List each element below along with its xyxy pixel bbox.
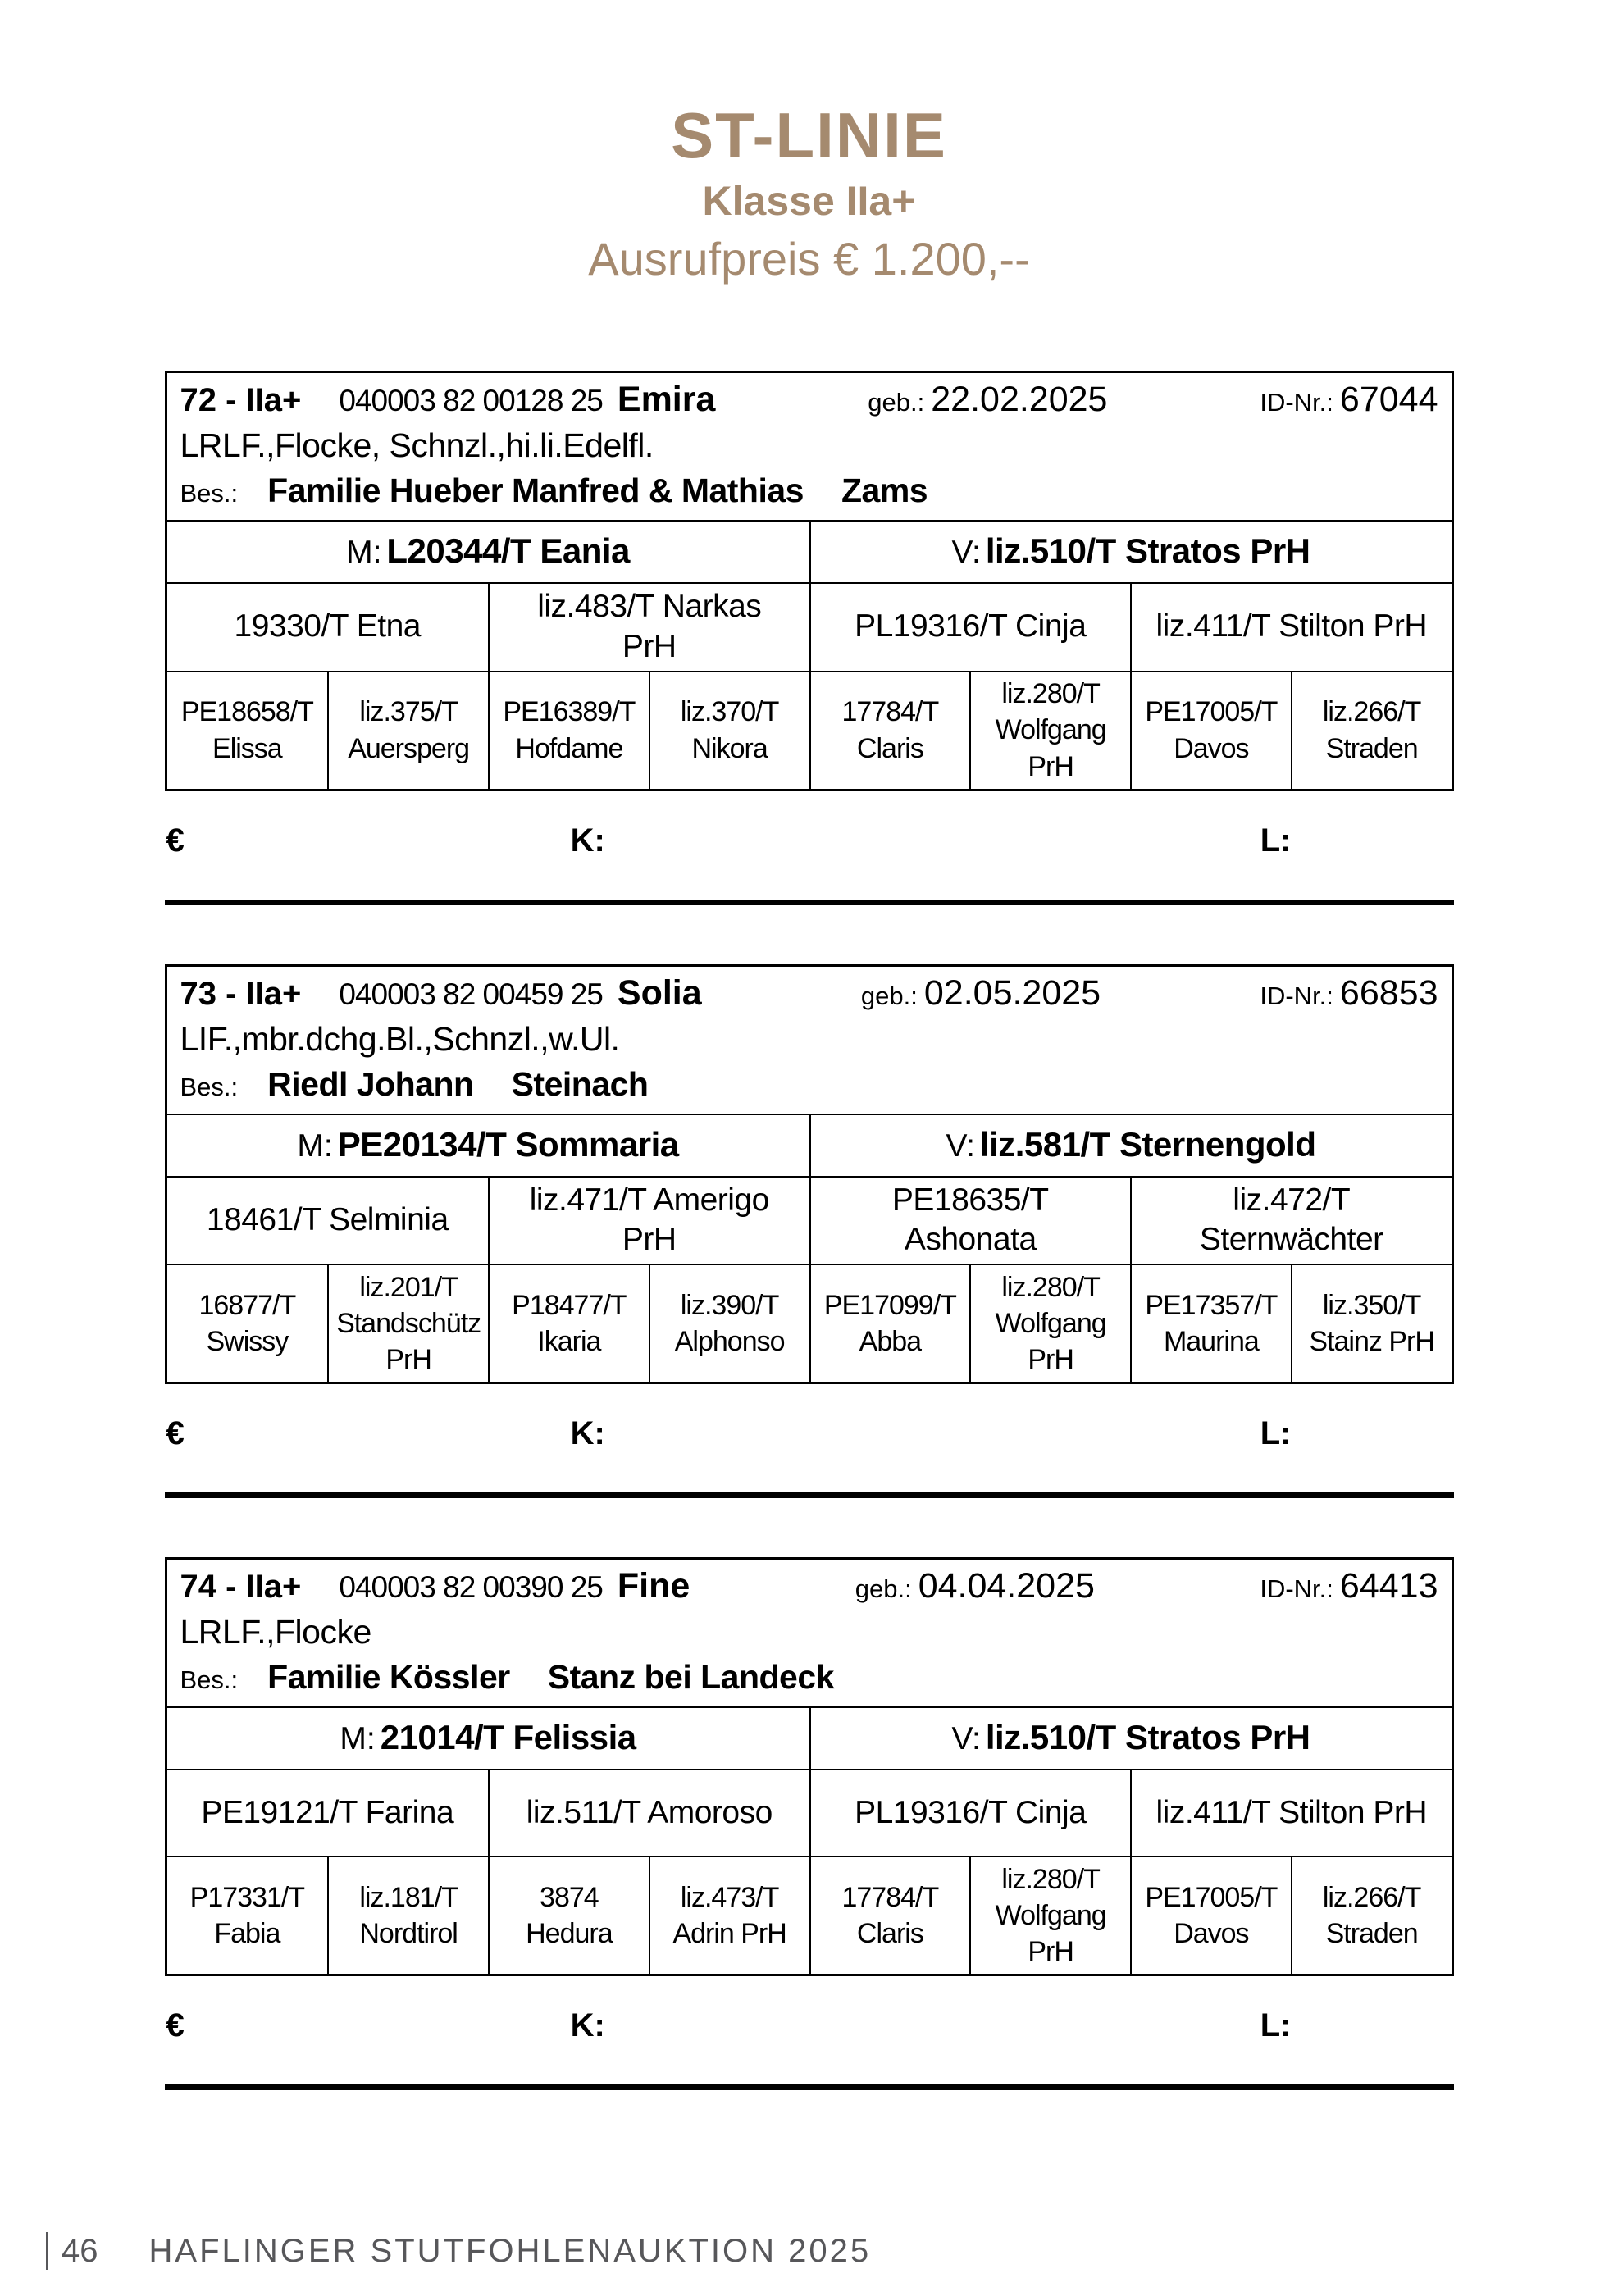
- lot-block-74: [165, 1557, 1454, 2090]
- id-label: ID-Nr.:: [1260, 388, 1333, 417]
- father-name: liz.581/T Sternengold: [979, 1124, 1316, 1164]
- horse-name: Fine: [617, 1566, 690, 1606]
- great-grandparent-cell: PE17099/T Abba: [809, 1265, 970, 1382]
- grandparent-cell: liz.511/T Amoroso: [488, 1770, 809, 1856]
- grandparents-row: [167, 582, 1452, 671]
- mother-name: L20344/T Eania: [386, 531, 630, 570]
- owner-location: Zams: [841, 472, 928, 509]
- parents-row: [167, 520, 1452, 582]
- owner-name: Familie Kössler: [267, 1658, 510, 1696]
- great-grandparent-cell: liz.280/T Wolfgang PrH: [969, 1857, 1130, 1974]
- euro-symbol: €: [166, 2007, 185, 2043]
- grandparent-cell: liz.471/T Amerigo PrH: [488, 1178, 809, 1264]
- owner-label: Bes.:: [180, 1665, 239, 1694]
- mother-label: M:: [340, 1721, 376, 1756]
- l-label: L:: [1260, 1415, 1292, 1451]
- father-label: V:: [946, 1128, 975, 1164]
- mother-cell: [167, 1115, 809, 1176]
- father-cell: [809, 522, 1452, 582]
- father-name: liz.510/T Stratos PrH: [985, 531, 1310, 570]
- great-grandparent-cell: liz.181/T Nordtirol: [327, 1857, 488, 1974]
- info-line-1: [180, 1566, 1438, 1606]
- k-label: K:: [570, 2007, 605, 2043]
- page-subtitle: Klasse IIa+: [702, 178, 916, 224]
- owner-label: Bes.:: [180, 479, 239, 508]
- block-separator: [165, 2084, 1454, 2090]
- great-grandparent-cell: liz.280/T Wolfgang PrH: [969, 672, 1130, 789]
- pedigree-table: [165, 964, 1454, 1385]
- great-grandparent-cell: liz.266/T Straden: [1291, 1857, 1452, 1974]
- grandparent-cell: liz.411/T Stilton PrH: [1130, 1770, 1452, 1856]
- id-label: ID-Nr.:: [1260, 981, 1333, 1010]
- grandparents-row: [167, 1176, 1452, 1264]
- great-grandparent-cell: PE17357/T Maurina: [1130, 1265, 1291, 1382]
- pedigree-table: [165, 1557, 1454, 1976]
- page-title: ST-LINIE: [671, 99, 947, 171]
- father-label: V:: [951, 535, 981, 570]
- horse-name: Emira: [617, 380, 716, 419]
- footer-divider-bar: [46, 2232, 48, 2270]
- k-label: K:: [570, 822, 605, 859]
- great-grandparent-cell: PE17005/T Davos: [1130, 1857, 1291, 1974]
- info-row: [167, 967, 1452, 1114]
- id-number: 67044: [1339, 380, 1438, 419]
- horse-description: LRLF.,Flocke: [180, 1613, 371, 1651]
- grandparent-cell: PL19316/T Cinja: [809, 1770, 1131, 1856]
- great-grandparent-cell: PE17005/T Davos: [1130, 672, 1291, 789]
- grandparent-cell: 18461/T Selminia: [206, 1201, 449, 1237]
- id-group: [1260, 380, 1438, 420]
- k-label: K:: [570, 1415, 605, 1451]
- block-separator: [165, 900, 1454, 905]
- great-grandparent-cell: liz.280/T Wolfgang PrH: [969, 1265, 1130, 1382]
- mother-cell: [167, 522, 809, 582]
- great-grandparent-cell: liz.201/T Standschütz PrH: [327, 1265, 488, 1382]
- price-fields-row: [165, 1415, 1454, 1453]
- owner-line: [180, 472, 1438, 510]
- id-label: ID-Nr.:: [1260, 1574, 1333, 1603]
- price-fields-row: [165, 822, 1454, 860]
- birth-date-label: geb.:: [860, 981, 918, 1010]
- grandparent-cell: liz.411/T Stilton PrH: [1130, 584, 1452, 671]
- id-group: [1260, 1566, 1438, 1606]
- great-grandparents-row: [167, 1856, 1452, 1974]
- great-grandparent-cell: liz.390/T Alphonso: [649, 1265, 809, 1382]
- grandparent-cell: 19330/T Etna: [234, 608, 421, 645]
- father-name: liz.510/T Stratos PrH: [985, 1718, 1310, 1756]
- great-grandparent-cell: liz.375/T Auersperg: [327, 672, 488, 789]
- horse-description: LRLF.,Flocke, Schnzl.,hi.li.Edelfl.: [180, 426, 654, 464]
- registration-number: 040003 82 00128 25: [339, 384, 603, 417]
- registration-number: 040003 82 00390 25: [339, 1570, 603, 1604]
- id-number: 64413: [1339, 1566, 1438, 1606]
- great-grandparent-cell: PE18658/T Elissa: [180, 696, 313, 764]
- grandparent-cell: PL19316/T Cinja: [809, 584, 1131, 671]
- lot-block-72: [165, 371, 1454, 905]
- great-grandparents-row: [167, 1264, 1452, 1382]
- owner-name: Riedl Johann: [267, 1064, 474, 1103]
- content-column: [165, 371, 1454, 2090]
- footer-text: HAFLINGER STUTFOHLENAUKTION 2025: [148, 2232, 872, 2269]
- birth-date-group: [868, 380, 1107, 420]
- great-grandparent-cell: 16877/T Swissy: [198, 1289, 296, 1357]
- grandparents-row: [167, 1769, 1452, 1856]
- birth-date: 04.04.2025: [918, 1566, 1095, 1606]
- l-label: L:: [1260, 822, 1292, 859]
- father-cell: [809, 1115, 1452, 1176]
- info-row: [167, 373, 1452, 520]
- grandparent-cell: PE18635/T Ashonata: [809, 1178, 1131, 1264]
- mother-label: M:: [297, 1128, 333, 1164]
- great-grandparent-cell: liz.350/T Stainz PrH: [1291, 1265, 1452, 1382]
- owner-label: Bes.:: [180, 1072, 239, 1101]
- euro-symbol: €: [166, 1415, 185, 1451]
- parents-row: [167, 1114, 1452, 1176]
- mother-name: 21014/T Felissia: [380, 1718, 636, 1756]
- owner-location: Stanz bei Landeck: [547, 1658, 834, 1696]
- great-grandparent-cell: 3874 Hedura: [488, 1857, 649, 1974]
- father-cell: [809, 1708, 1452, 1769]
- page-header: [0, 0, 1618, 285]
- father-label: V:: [951, 1721, 981, 1756]
- birth-date-group: [861, 973, 1101, 1014]
- parents-row: [167, 1706, 1452, 1769]
- great-grandparent-cell: liz.266/T Straden: [1291, 672, 1452, 789]
- owner-name: Familie Hueber Manfred & Mathias: [267, 472, 804, 509]
- birth-date-label: geb.:: [855, 1574, 912, 1603]
- owner-line: [180, 1658, 1438, 1697]
- lot-number: 74 - IIa+: [180, 1569, 302, 1605]
- registration-number: 040003 82 00459 25: [339, 977, 603, 1011]
- grandparent-cell: PE19121/T Farina: [201, 1794, 454, 1830]
- info-line-1: [180, 380, 1438, 420]
- page-number: 46: [62, 2232, 98, 2269]
- lot-block-73: [165, 964, 1454, 1499]
- birth-date-label: geb.:: [868, 388, 925, 417]
- great-grandparent-cell: liz.473/T Adrin PrH: [649, 1857, 809, 1974]
- starting-price: Ausrufpreis € 1.200,--: [588, 233, 1030, 285]
- birth-date: 22.02.2025: [931, 380, 1108, 419]
- id-group: [1260, 973, 1438, 1014]
- mother-label: M:: [346, 535, 382, 570]
- great-grandparent-cell: 17784/T Claris: [809, 672, 970, 789]
- owner-line: [180, 1065, 1438, 1104]
- great-grandparent-cell: P18477/T Ikaria: [488, 1265, 649, 1382]
- pedigree-table: [165, 371, 1454, 791]
- great-grandparent-cell: P17331/T Fabia: [189, 1881, 305, 1949]
- grandparent-cell: liz.472/T Sternwächter: [1130, 1178, 1452, 1264]
- mother-cell: [167, 1708, 809, 1769]
- l-label: L:: [1260, 2007, 1292, 2043]
- birth-date-group: [855, 1566, 1095, 1606]
- info-line-1: [180, 973, 1438, 1014]
- lot-number: 73 - IIa+: [180, 975, 302, 1012]
- great-grandparent-cell: PE16389/T Hofdame: [488, 672, 649, 789]
- page-footer: [46, 2232, 871, 2270]
- info-row: [167, 1560, 1452, 1706]
- price-fields-row: [165, 2007, 1454, 2045]
- great-grandparents-row: [167, 671, 1452, 789]
- great-grandparent-cell: liz.370/T Nikora: [649, 672, 809, 789]
- great-grandparent-cell: 17784/T Claris: [809, 1857, 970, 1974]
- mother-name: PE20134/T Sommaria: [337, 1124, 679, 1164]
- owner-location: Steinach: [511, 1064, 649, 1103]
- grandparent-cell: liz.483/T Narkas PrH: [488, 584, 809, 671]
- horse-description: LIF.,mbr.dchg.Bl.,Schnzl.,w.Ul.: [180, 1019, 620, 1058]
- birth-date: 02.05.2025: [923, 973, 1101, 1013]
- horse-name: Solia: [617, 973, 702, 1013]
- euro-symbol: €: [166, 822, 185, 859]
- id-number: 66853: [1339, 973, 1438, 1013]
- block-separator: [165, 1492, 1454, 1498]
- lot-number: 72 - IIa+: [180, 382, 302, 418]
